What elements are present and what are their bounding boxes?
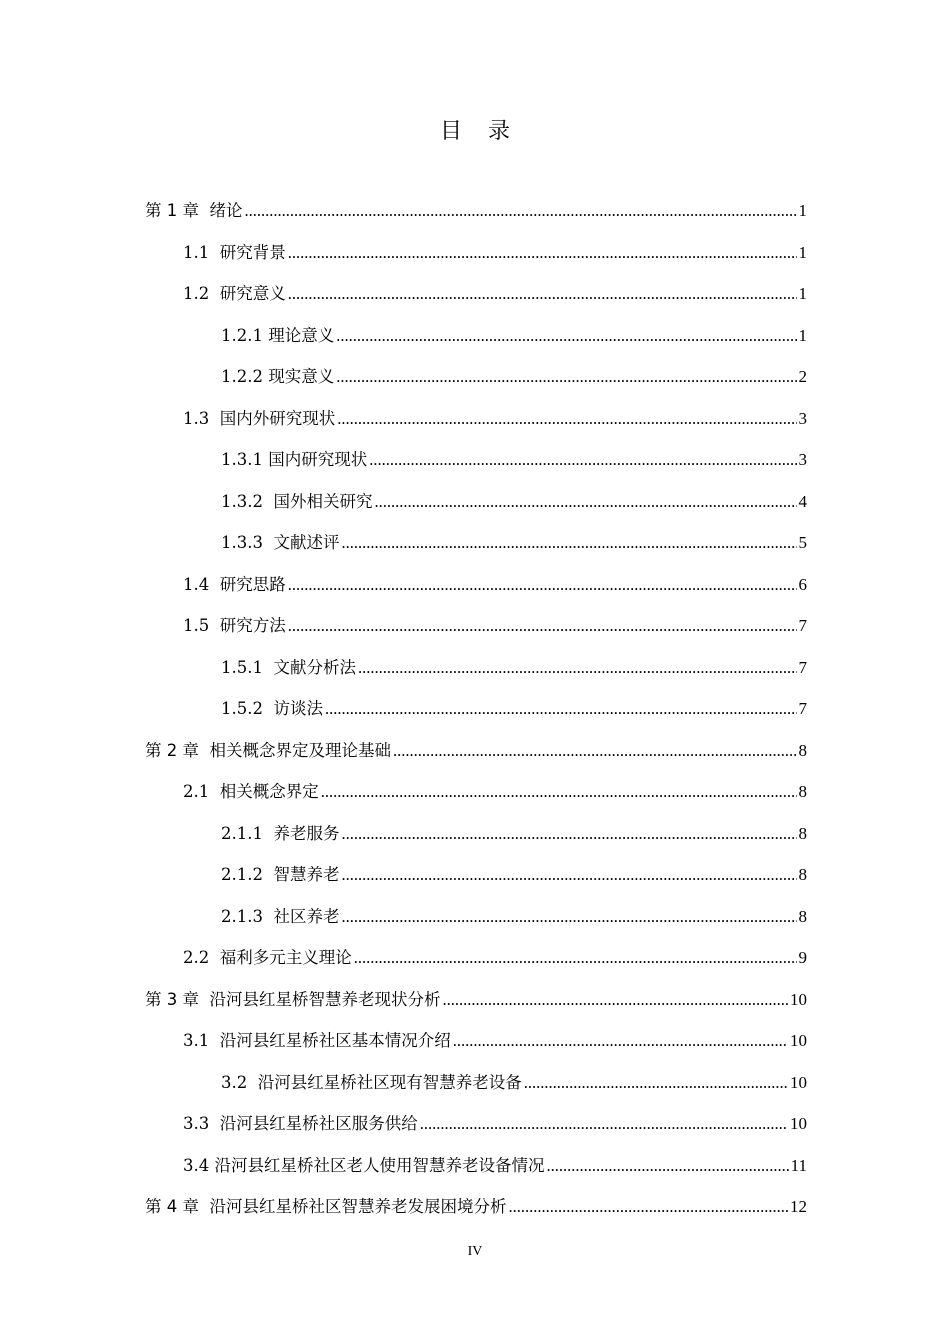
toc-entry[interactable] (221, 902, 807, 932)
toc-dot-leader (341, 528, 796, 558)
toc-entry-page-number: 1 (798, 242, 807, 262)
toc-entry-label: 3.2 沿河县红星桥社区现有智慧养老设备 (221, 1072, 522, 1092)
toc-entry-page-number: 11 (790, 1155, 807, 1175)
toc-entry[interactable] (221, 819, 807, 849)
toc-entry-page-number: 5 (798, 533, 807, 552)
toc-entry[interactable] (221, 1068, 807, 1098)
toc-entry-label: 1.2 研究意义 (183, 284, 286, 303)
toc-entry-label: 3.3 沿河县红星桥社区服务供给 (183, 1114, 418, 1133)
toc-dot-leader (288, 611, 797, 641)
toc-dot-leader (393, 736, 797, 766)
title-char-2: 录 (488, 119, 511, 144)
toc-entry[interactable] (221, 487, 807, 517)
toc-dot-leader (420, 1109, 788, 1139)
toc-entry-page-number: 3 (798, 408, 807, 428)
toc-entry[interactable] (221, 694, 807, 724)
toc-entry-label: 1.3.3 文献述评 (221, 533, 340, 552)
toc-entry-page-number: 9 (798, 948, 807, 967)
toc-entry[interactable] (183, 570, 807, 600)
page-title (0, 114, 950, 145)
toc-entry-label: 1.4 研究思路 (183, 574, 286, 594)
toc-entry-page-number: 8 (798, 740, 807, 760)
toc-entry-label: 1.5.1 文献分析法 (221, 657, 356, 677)
toc-entry-label: 第 1 章 绪论 (145, 201, 243, 220)
toc-entry-label: 2.1 相关概念界定 (183, 782, 319, 801)
toc-dot-leader (337, 404, 796, 434)
toc-entry-label: 第 2 章 相关概念界定及理论基础 (145, 740, 391, 760)
toc-entry-page-number: 3 (798, 450, 807, 469)
toc-entry-page-number: 12 (790, 1197, 807, 1216)
toc-entry[interactable] (221, 860, 807, 890)
toc-dot-leader (288, 279, 797, 309)
toc-entry-label: 1.3.1 国内研究现状 (221, 450, 368, 469)
toc-entry-page-number: 1 (798, 284, 807, 303)
toc-entry-page-number: 8 (798, 782, 807, 801)
toc-entry-label: 1.3 国内外研究现状 (183, 408, 336, 428)
toc-entry-label: 3.4 沿河县红星桥社区老人使用智慧养老设备情况 (183, 1155, 545, 1175)
toc-dot-leader (442, 985, 788, 1015)
toc-entry[interactable] (221, 321, 807, 351)
toc-dot-leader (358, 653, 797, 683)
toc-dot-leader (244, 196, 796, 226)
toc-dot-leader (341, 902, 796, 932)
toc-entry-page-number: 7 (798, 699, 807, 718)
toc-entry-label: 1.2.2 现实意义 (221, 367, 335, 386)
toc-dot-leader (321, 777, 797, 807)
toc-dot-leader (341, 860, 796, 890)
toc-entry-page-number: 4 (798, 491, 807, 511)
toc-dot-leader (547, 1151, 789, 1181)
toc-entry-page-number: 8 (798, 906, 807, 926)
toc-entry-label: 第 3 章 沿河县红星桥智慧养老现状分析 (145, 989, 441, 1009)
toc-dot-leader (288, 238, 797, 268)
toc-entry[interactable] (145, 1192, 807, 1222)
toc-entry[interactable] (145, 196, 807, 226)
toc-entry[interactable] (183, 1151, 807, 1181)
toc-dot-leader (325, 694, 797, 724)
title-char-1: 目 (439, 119, 462, 144)
toc-entry[interactable] (183, 1109, 807, 1139)
toc-entry-page-number: 10 (790, 1031, 807, 1050)
toc-entry[interactable] (145, 736, 807, 766)
toc-entry-page-number: 10 (790, 1072, 807, 1092)
toc-entry[interactable] (183, 279, 807, 309)
toc-entry-label: 第 4 章 沿河县红星桥社区智慧养老发展困境分析 (145, 1197, 507, 1216)
toc-entry-page-number: 10 (790, 1114, 807, 1133)
toc-entry-label: 2.2 福利多元主义理论 (183, 948, 352, 967)
toc-entry-page-number: 1 (798, 325, 807, 345)
toc-entry[interactable] (221, 445, 807, 475)
toc-entry[interactable] (183, 404, 807, 434)
toc-dot-leader (369, 445, 796, 475)
toc-entry-label: 2.1.3 社区养老 (221, 906, 340, 926)
toc-dot-leader (374, 487, 796, 517)
toc-entry-page-number: 7 (798, 616, 807, 635)
toc-dot-leader (336, 321, 796, 351)
toc-entry-label: 1.2.1 理论意义 (221, 325, 335, 345)
toc-entry[interactable] (183, 611, 807, 641)
toc-entry-label: 2.1.2 智慧养老 (221, 865, 340, 884)
toc-entry[interactable] (221, 362, 807, 392)
toc-entry-page-number: 10 (790, 989, 807, 1009)
toc-entry-page-number: 8 (798, 823, 807, 843)
toc-entry-label: 1.1 研究背景 (183, 242, 286, 262)
page-number-footer: IV (467, 1244, 483, 1259)
toc-entry-label: 3.1 沿河县红星桥社区基本情况介绍 (183, 1031, 451, 1050)
toc-entry-label: 1.5 研究方法 (183, 616, 286, 635)
toc-entry-page-number: 6 (798, 574, 807, 594)
toc-entry-page-number: 1 (798, 201, 807, 220)
toc-entry[interactable] (183, 943, 807, 973)
toc-entry[interactable] (183, 777, 807, 807)
toc-entry[interactable] (183, 1026, 807, 1056)
toc-entry-page-number: 7 (798, 657, 807, 677)
toc-dot-leader (288, 570, 797, 600)
toc-entry[interactable] (221, 528, 807, 558)
toc-entry[interactable] (183, 238, 807, 268)
toc-entry-label: 1.5.2 访谈法 (221, 699, 323, 718)
toc-entry-page-number: 8 (798, 865, 807, 884)
toc-dot-leader (524, 1068, 788, 1098)
toc-dot-leader (354, 943, 797, 973)
toc-dot-leader (508, 1192, 788, 1222)
toc-dot-leader (336, 362, 796, 392)
toc-dot-leader (341, 819, 796, 849)
toc-entry-label: 2.1.1 养老服务 (221, 823, 340, 843)
toc-entry-page-number: 2 (798, 367, 807, 386)
toc-dot-leader (453, 1026, 788, 1056)
toc-entry[interactable] (221, 653, 807, 683)
toc-entry-label: 1.3.2 国外相关研究 (221, 491, 373, 511)
toc-entry[interactable] (145, 985, 807, 1015)
